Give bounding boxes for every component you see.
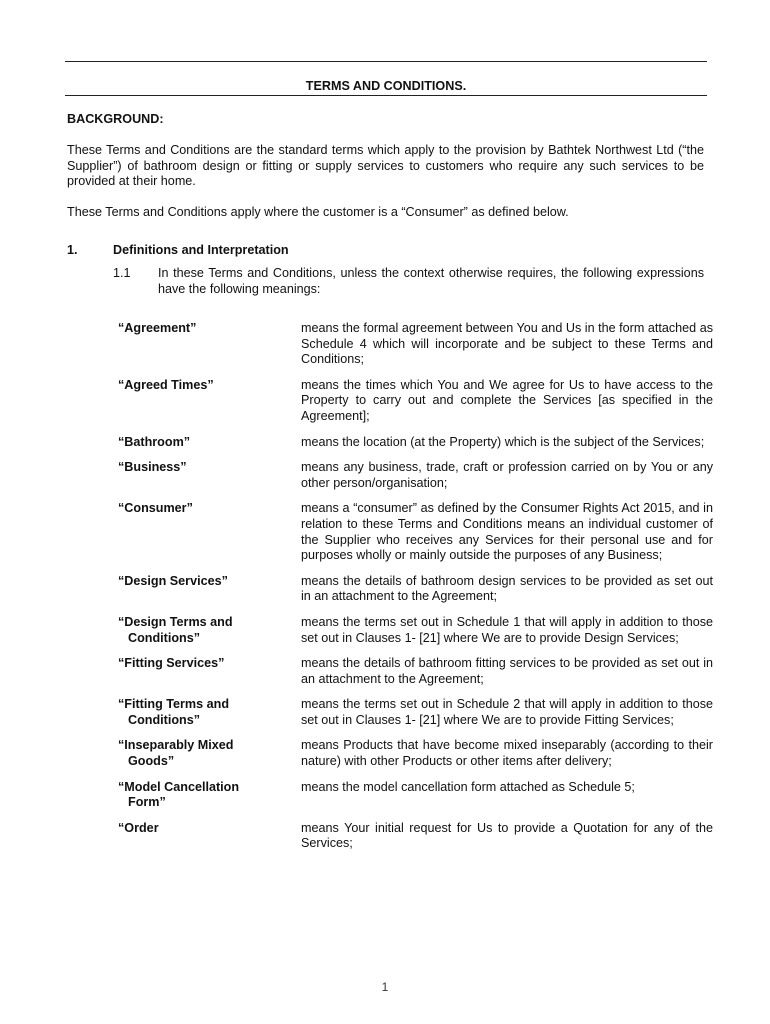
definition-row — [118, 501, 713, 563]
definition-row — [118, 321, 713, 368]
section-number: 1. — [67, 243, 78, 257]
definition-meaning: means Your initial request for Us to provide a Quotation for any of the Services; — [301, 820, 713, 851]
page-number: 1 — [381, 980, 389, 994]
definition-row — [118, 738, 713, 769]
definition-meaning: means the details of bathroom design services to be provided as set out in an attachment to the Agreement; — [301, 573, 713, 604]
definition-meaning: means the model cancellation form attached as Schedule 5; — [301, 779, 635, 794]
definition-meaning: means a “consumer” as defined by the Consumer Rights Act 2015, and in relation to these Terms and Conditions means an individual customer of the Supplier who receives any Services for their personal use and for purposes wholly or mainly outside the purposes of any Business; — [301, 501, 713, 563]
definition-row — [118, 460, 713, 491]
definition-meaning: means Products that have become mixed inseparably (according to their nature) with other Products or other items after delivery; — [301, 738, 713, 769]
definition-row — [118, 574, 713, 605]
definition-term: “Order — [118, 820, 159, 835]
definition-meaning: means any business, trade, craft or profession carried on by You or any other person/organisation; — [301, 460, 713, 490]
definition-meaning: means the terms set out in Schedule 1 that will apply in addition to those set out in Clauses 1- [21] where We are to provide Design Services; — [301, 614, 713, 645]
definition-row — [118, 656, 713, 687]
title-underline — [65, 95, 707, 96]
definition-row — [118, 435, 713, 451]
definition-term: “Business” — [118, 460, 187, 475]
definition-meaning: means the details of bathroom fitting services to be provided as set out in an attachment to the Agreement; — [301, 656, 713, 686]
definition-term: “Fitting Terms and Conditions” — [118, 697, 230, 727]
section-title: Definitions and Interpretation — [113, 243, 289, 257]
background-heading: BACKGROUND: — [67, 112, 164, 126]
definition-meaning: means the terms set out in Schedule 2 that will apply in addition to those set out in Clauses 1- [21] where We are to provide Fitting Services; — [301, 697, 713, 727]
background-paragraph-2: These Terms and Conditions apply where the customer is a “Consumer” as defined below. — [67, 205, 569, 219]
definition-term: “Agreement” — [118, 321, 197, 335]
definition-row — [118, 615, 713, 646]
document-title: TERMS AND CONDITIONS. — [305, 79, 467, 93]
definition-term: “Fitting Services” — [118, 656, 225, 671]
definition-row — [118, 780, 713, 811]
subsection-text: In these Terms and Conditions, unless the context otherwise requires, the following expressions have the following meanings: — [158, 266, 704, 296]
top-rule — [65, 61, 707, 62]
definition-term: “Agreed Times” — [118, 377, 214, 392]
definition-row — [118, 821, 713, 852]
definition-term: “Design Services” — [118, 573, 228, 588]
definition-term: “Bathroom” — [118, 434, 191, 449]
definition-meaning: means the formal agreement between You and Us in the form attached as Schedule 4 which will incorporate and be subject to these Terms and Conditions; — [301, 321, 713, 367]
definition-meaning: means the location (at the Property) which is the subject of the Services; — [301, 434, 705, 449]
definition-meaning: means the times which You and We agree for Us to have access to the Property to carry out and complete the Services [as specified in the Agreement]; — [301, 377, 713, 423]
definition-row — [118, 378, 713, 425]
definition-term: “Design Terms and Conditions” — [118, 614, 233, 645]
definition-term: “Model Cancellation Form” — [118, 779, 240, 810]
definitions-list — [118, 321, 713, 862]
definition-term: “Consumer” — [118, 501, 193, 516]
definition-term: “Inseparably Mixed Goods” — [118, 738, 234, 769]
subsection-number: 1.1 — [113, 266, 131, 280]
definition-row — [118, 697, 713, 728]
background-paragraph-1: These Terms and Conditions are the standard terms which apply to the provision by Bathtek Northwest Ltd (“the Supplier”) of bathroom design or fitting or supply services to customers who require any such services to be provided at their home. — [67, 143, 704, 189]
